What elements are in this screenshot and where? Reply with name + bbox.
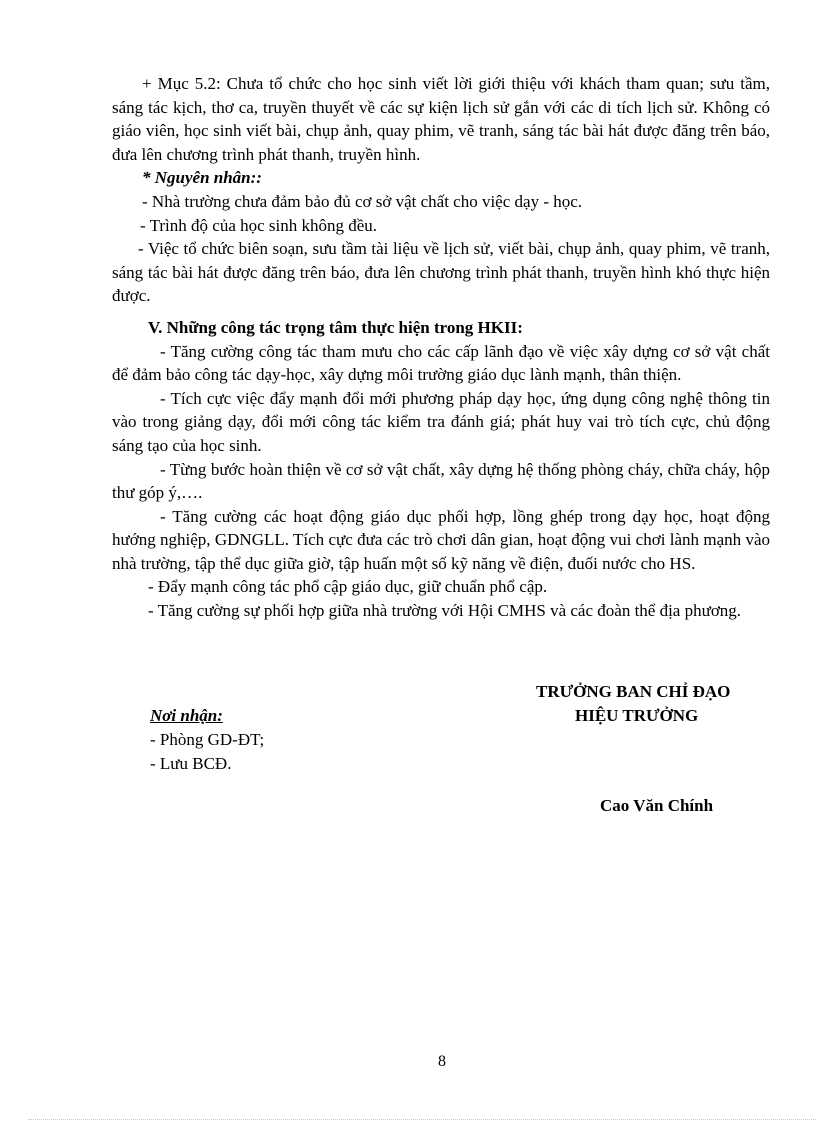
task-item: - Từng bước hoàn thiện về cơ sở vật chất, xây dựng hệ thống phòng cháy, chữa cháy, hộp thư góp ý,….: [112, 459, 770, 503]
task-item: - Tăng cường các hoạt động giáo dục phối hợp, lồng ghép trong dạy học, hoạt động hướng nghiệp, GDNGLL. Tích cực đưa các trò chơi dân gian, hoạt động vui chơi lành mạnh vào nhà trường, tập thể dục giữa giờ, tập huấn một số kỹ năng về điện, đuối nước cho HS.: [112, 506, 770, 573]
signature-title: TRƯỞNG BAN CHỈ ĐẠO: [536, 682, 731, 701]
task-item: - Tích cực việc đẩy mạnh đổi mới phương pháp dạy học, ứng dụng công nghệ thông tin vào trong giảng dạy, đổi mới công tác kiểm tra đánh giá; phát huy vai trò tích cực, chủ động sáng tạo của học sinh.: [112, 388, 770, 455]
signer-name: Cao Văn Chính: [600, 796, 714, 815]
paragraph-muc-5-2: + Mục 5.2: Chưa tổ chức cho học sinh viết lời giới thiệu với khách tham quan; sưu tầm, sáng tác kịch, thơ ca, truyền thuyết về các sự kiện lịch sử gắn với các di tích lịch sử. Không có giáo viên, học sinh viết bài, chụp ảnh, quay phim, vẽ tranh, sáng tác bài hát được đăng trên báo, đưa lên chương trình phát thanh, truyền hình.: [112, 74, 770, 164]
task-item: - Tăng cường công tác tham mưu cho các cấp lãnh đạo về việc xây dựng cơ sở vật chất để đảm bảo công tác dạy-học, xây dựng môi trường giáo dục lành mạnh, thân thiện.: [112, 341, 770, 385]
task-item: - Đẩy mạnh công tác phổ cập giáo dục, giữ chuẩn phổ cập.: [148, 577, 548, 597]
cause-item: - Việc tổ chức biên soạn, sưu tầm tài liệu về lịch sử, viết bài, chụp ảnh, quay phim, vẽ tranh, sáng tác bài hát được đăng trên báo, đưa lên chương trình phát thanh, truyền hình khó thực hiện được.: [112, 239, 770, 306]
document-body: [112, 72, 770, 623]
cause-item: - Nhà trường chưa đảm bảo đủ cơ sở vật chất cho việc dạy - học.: [142, 191, 583, 211]
section-v-heading: V. Những công tác trọng tâm thực hiện trong HKII:: [148, 317, 523, 337]
recipients-label: Nơi nhận:: [150, 706, 223, 725]
task-item: - Tăng cường sự phối hợp giữa nhà trường với Hội CMHS và các đoàn thể địa phương.: [148, 601, 742, 621]
page-bottom-divider: [28, 1119, 816, 1120]
page-number: 8: [438, 1053, 446, 1070]
recipient-item: - Lưu BCĐ.: [150, 754, 232, 773]
cause-item: - Trình độ của học sinh không đều.: [140, 215, 378, 235]
signature-subtitle: HIỆU TRƯỞNG: [575, 706, 699, 725]
recipient-item: - Phòng GD-ĐT;: [150, 730, 265, 749]
cause-heading: * Nguyên nhân::: [142, 168, 262, 188]
